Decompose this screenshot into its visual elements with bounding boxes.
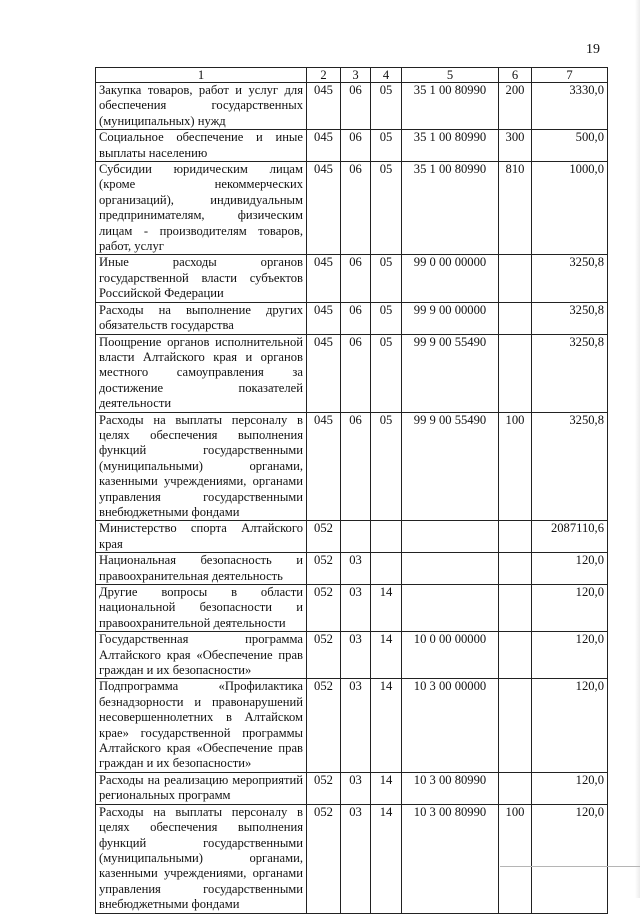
expense-name-cell: Закупка товаров, работ и услуг для обеспечения государственных (муниципальных) нужд: [96, 83, 307, 130]
page-edge-shadow: [635, 0, 640, 898]
column-header: 4: [371, 68, 402, 83]
column-header: 3: [341, 68, 371, 83]
column-header: 1: [96, 68, 307, 83]
section-code-cell: 06: [341, 255, 371, 302]
target-article-code-cell: [402, 553, 499, 585]
target-article-code-cell: 35 1 00 80990: [402, 162, 499, 255]
table-row: [96, 804, 608, 913]
subsection-code-cell: 05: [371, 162, 402, 255]
expense-type-code-cell: [499, 255, 532, 302]
subsection-code-cell: 05: [371, 255, 402, 302]
section-code-cell: 03: [341, 553, 371, 585]
target-article-code-cell: [402, 585, 499, 632]
amount-cell: 120,0: [532, 553, 608, 585]
expense-type-code-cell: [499, 521, 532, 553]
table-row: [96, 632, 608, 679]
expense-name-cell: Национальная безопасность и правоохранительная деятельность: [96, 553, 307, 585]
expense-type-code-cell: [499, 772, 532, 804]
ministry-code-cell: 052: [307, 804, 341, 913]
ministry-code-cell: 045: [307, 162, 341, 255]
table-row: [96, 130, 608, 162]
subsection-code-cell: 14: [371, 804, 402, 913]
amount-cell: 120,0: [532, 804, 608, 913]
section-code-cell: 06: [341, 334, 371, 412]
amount-cell: 3250,8: [532, 334, 608, 412]
target-article-code-cell: 99 9 00 55490: [402, 334, 499, 412]
expense-type-code-cell: [499, 302, 532, 334]
expense-type-code-cell: 200: [499, 83, 532, 130]
subsection-code-cell: 05: [371, 130, 402, 162]
subsection-code-cell: 05: [371, 83, 402, 130]
table-row: [96, 162, 608, 255]
target-article-code-cell: 10 3 00 80990: [402, 804, 499, 913]
ministry-code-cell: 052: [307, 679, 341, 772]
expense-name-cell: Социальное обеспечение и иные выплаты населению: [96, 130, 307, 162]
amount-cell: 2087110,6: [532, 521, 608, 553]
amount-cell: 1000,0: [532, 162, 608, 255]
target-article-code-cell: 99 0 00 00000: [402, 255, 499, 302]
ministry-code-cell: 045: [307, 412, 341, 521]
section-code-cell: 06: [341, 412, 371, 521]
amount-cell: 3250,8: [532, 302, 608, 334]
table-row: [96, 412, 608, 521]
amount-cell: 120,0: [532, 585, 608, 632]
section-code-cell: 03: [341, 632, 371, 679]
subsection-code-cell: 05: [371, 302, 402, 334]
ministry-code-cell: 052: [307, 632, 341, 679]
amount-cell: 120,0: [532, 679, 608, 772]
expense-type-code-cell: [499, 553, 532, 585]
amount-cell: 3250,8: [532, 255, 608, 302]
ministry-code-cell: 045: [307, 302, 341, 334]
section-code-cell: 06: [341, 83, 371, 130]
expense-type-code-cell: [499, 632, 532, 679]
expense-type-code-cell: [499, 585, 532, 632]
budget-table: [95, 67, 608, 914]
target-article-code-cell: 35 1 00 80990: [402, 83, 499, 130]
expense-name-cell: Государственная программа Алтайского края «Обеспечение прав граждан и их безопасности»: [96, 632, 307, 679]
section-code-cell: 06: [341, 130, 371, 162]
ministry-code-cell: 052: [307, 553, 341, 585]
expense-name-cell: Расходы на выплаты персоналу в целях обеспечения выполнения функций государственными (муниципальными) органами, казенными учреждениями, органами управления государственными внебюджетными фондами: [96, 804, 307, 913]
expense-name-cell: Подпрограмма «Профилактика безнадзорности и правонарушений несовершеннолетних в Алтайском крае» государственной программы Алтайского края «Обеспечение прав граждан и их безопасности»: [96, 679, 307, 772]
table-row: [96, 679, 608, 772]
ministry-code-cell: 052: [307, 521, 341, 553]
expense-type-code-cell: 810: [499, 162, 532, 255]
column-header: 6: [499, 68, 532, 83]
subsection-code-cell: 05: [371, 412, 402, 521]
expense-name-cell: Расходы на реализацию мероприятий региональных программ: [96, 772, 307, 804]
section-code-cell: 03: [341, 772, 371, 804]
target-article-code-cell: 99 9 00 55490: [402, 412, 499, 521]
expense-name-cell: Иные расходы органов государственной власти субъектов Российской Федерации: [96, 255, 307, 302]
table-row: [96, 302, 608, 334]
expense-type-code-cell: [499, 334, 532, 412]
expense-type-code-cell: [499, 679, 532, 772]
ministry-code-cell: 045: [307, 255, 341, 302]
subsection-code-cell: 05: [371, 334, 402, 412]
table-row: [96, 83, 608, 130]
expense-type-code-cell: 300: [499, 130, 532, 162]
section-code-cell: 06: [341, 162, 371, 255]
column-header: 5: [402, 68, 499, 83]
ministry-code-cell: 052: [307, 772, 341, 804]
target-article-code-cell: 10 0 00 00000: [402, 632, 499, 679]
ministry-code-cell: 045: [307, 334, 341, 412]
table-row: [96, 255, 608, 302]
expense-name-cell: Субсидии юридическим лицам (кроме некоммерческих организаций), индивидуальным предпринимателям, физическим лицам - производителям товаров, работ, услуг: [96, 162, 307, 255]
table-row: [96, 772, 608, 804]
expense-name-cell: Другие вопросы в области национальной безопасности и правоохранительной деятельности: [96, 585, 307, 632]
expense-type-code-cell: 100: [499, 412, 532, 521]
amount-cell: 120,0: [532, 772, 608, 804]
target-article-code-cell: 10 3 00 00000: [402, 679, 499, 772]
table-row: [96, 585, 608, 632]
ministry-code-cell: 045: [307, 130, 341, 162]
amount-cell: 3250,8: [532, 412, 608, 521]
page-number: 19: [586, 42, 600, 57]
subsection-code-cell: 14: [371, 772, 402, 804]
table-row: [96, 521, 608, 553]
target-article-code-cell: [402, 521, 499, 553]
amount-cell: 500,0: [532, 130, 608, 162]
table-row: [96, 334, 608, 412]
expense-name-cell: Расходы на выплаты персоналу в целях обеспечения выполнения функций государственными (муниципальными) органами, казенными учреждениями, органами управления государственными внебюджетными фондами: [96, 412, 307, 521]
subsection-code-cell: 14: [371, 585, 402, 632]
section-code-cell: 06: [341, 302, 371, 334]
amount-cell: 3330,0: [532, 83, 608, 130]
subsection-code-cell: [371, 521, 402, 553]
target-article-code-cell: 10 3 00 80990: [402, 772, 499, 804]
section-code-cell: 03: [341, 585, 371, 632]
subsection-code-cell: [371, 553, 402, 585]
ministry-code-cell: 045: [307, 83, 341, 130]
ministry-code-cell: 052: [307, 585, 341, 632]
header-row: [96, 68, 608, 83]
column-header: 7: [532, 68, 608, 83]
target-article-code-cell: 99 9 00 00000: [402, 302, 499, 334]
expense-type-code-cell: 100: [499, 804, 532, 913]
expense-name-cell: Поощрение органов исполнительной власти Алтайского края и органов местного самоуправления за достижение показателей деятельности: [96, 334, 307, 412]
expense-name-cell: Расходы на выполнение других обязательств государства: [96, 302, 307, 334]
section-code-cell: 03: [341, 804, 371, 913]
table-row: [96, 553, 608, 585]
column-header: 2: [307, 68, 341, 83]
expense-name-cell: Министерство спорта Алтайского края: [96, 521, 307, 553]
bottom-rule: [500, 866, 640, 867]
amount-cell: 120,0: [532, 632, 608, 679]
section-code-cell: 03: [341, 679, 371, 772]
section-code-cell: [341, 521, 371, 553]
subsection-code-cell: 14: [371, 632, 402, 679]
target-article-code-cell: 35 1 00 80990: [402, 130, 499, 162]
subsection-code-cell: 14: [371, 679, 402, 772]
